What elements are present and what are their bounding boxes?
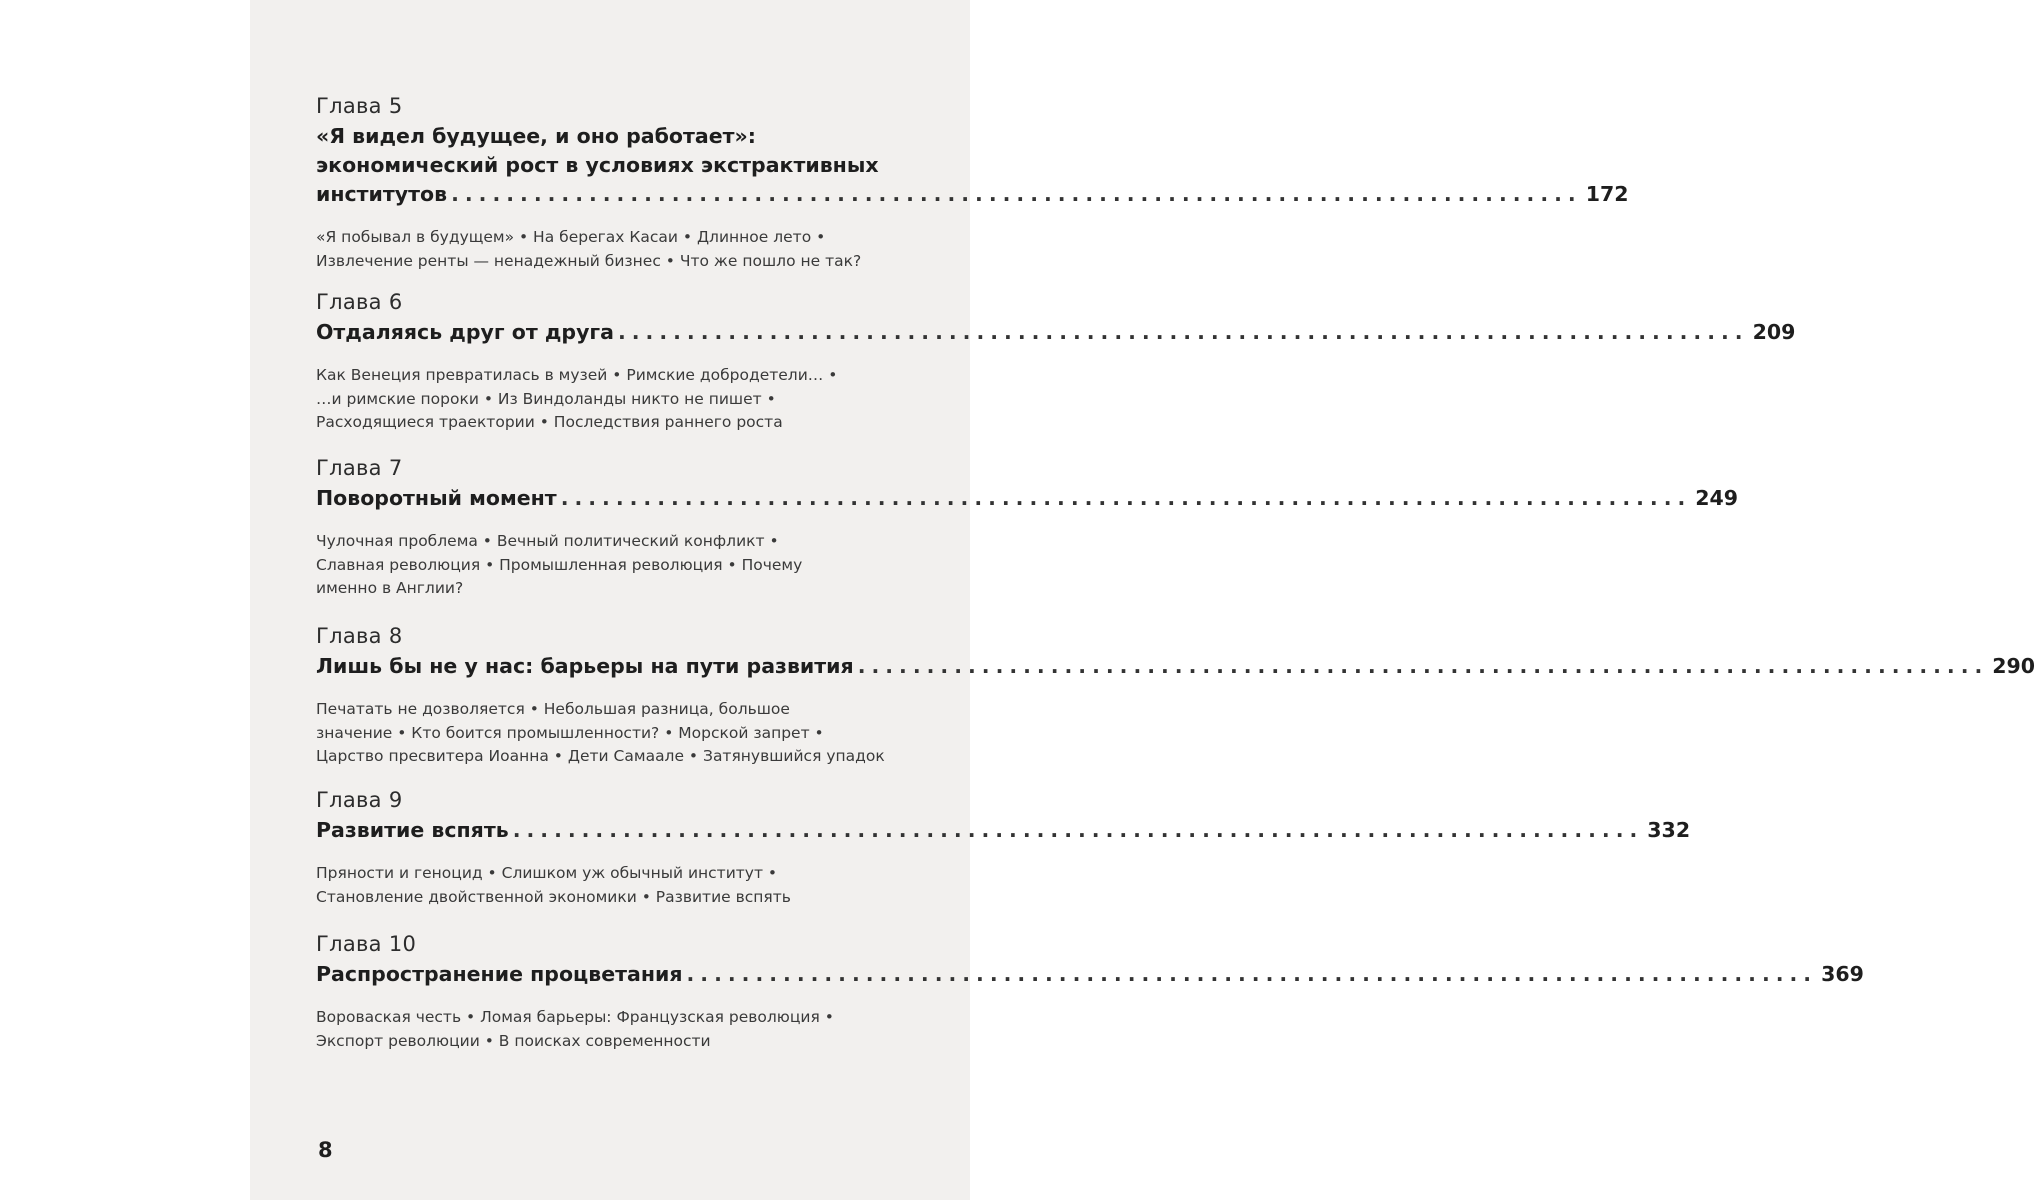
page-number: 249 (1695, 486, 1739, 510)
title-leader-line (316, 318, 1796, 347)
dot-leader: .................................................................................. (686, 962, 1818, 986)
page-folio-number: 8 (318, 1138, 333, 1162)
dot-leader: .................................................................................. (451, 182, 1582, 206)
chapter-label: Глава 9 (316, 788, 403, 812)
title-leader-line (316, 816, 1691, 845)
subtopic-line: «Я побывал в будущем» • На берегах Касаи • Длинное лето • (316, 228, 826, 246)
chapter-title (316, 960, 1864, 989)
toc-entry-chapter-9 (316, 786, 1691, 909)
chapter-title-line: Отдаляясь друг от друга (316, 320, 614, 344)
chapter-title-line: Поворотный момент (316, 486, 557, 510)
subtopic-line: Чулочная проблема • Вечный политический конфликт • (316, 532, 779, 550)
chapter-label: Глава 5 (316, 94, 403, 118)
chapter-label: Глава 8 (316, 624, 403, 648)
chapter-label: Глава 6 (316, 290, 403, 314)
page-number: 332 (1647, 818, 1691, 842)
title-leader-line (316, 484, 1739, 513)
chapter-title (316, 318, 1796, 347)
subtopics (316, 1006, 950, 1053)
dot-leader: .................................................................................. (512, 818, 1644, 842)
subtopic-line: Экспорт революции • В поисках современности (316, 1031, 711, 1050)
title-leader-line (316, 180, 1629, 209)
chapter-title-line: Распространение процветания (316, 962, 683, 986)
chapter-label: Глава 7 (316, 456, 403, 480)
subtopic-line: Печатать не дозволяется • Небольшая разница, большое (316, 700, 790, 718)
page-number: 209 (1752, 320, 1796, 344)
title-leader-line (316, 652, 2035, 681)
toc-entry-chapter-10 (316, 930, 1864, 1053)
toc-entry-chapter-5 (316, 92, 1629, 273)
chapter-title (316, 122, 1629, 209)
subtopic-line: Извлечение ренты — ненадежный бизнес • Что же пошло не так? (316, 251, 862, 270)
subtopic-line: Как Венеция превратилась в музей • Римские добродетели… • (316, 366, 838, 384)
subtopic-line: именно в Англии? (316, 579, 464, 597)
subtopic-line: Пряности и геноцид • Слишком уж обычный институт • (316, 864, 778, 882)
subtopic-line: Становление двойственной экономики • Развитие вспять (316, 887, 791, 906)
dot-leader: .................................................................................. (857, 654, 1989, 678)
subtopic-line: …и римские пороки • Из Виндоланды никто не пишет • (316, 389, 776, 408)
subtopic-line: Вороваская честь • Ломая барьеры: Французская революция • (316, 1008, 834, 1026)
subtopics (316, 364, 950, 435)
chapter-label: Глава 10 (316, 932, 417, 956)
subtopic-line: значение • Кто боится промышленности? • Морской запрет • (316, 723, 824, 742)
title-leader-line (316, 960, 1864, 989)
toc-entry-chapter-6 (316, 288, 1796, 435)
chapter-title-line: «Я видел будущее, и оно работает»: (316, 124, 756, 148)
chapter-title-line: Лишь бы не у нас: барьеры на пути развития (316, 654, 854, 678)
subtopics (316, 698, 950, 769)
dot-leader: .................................................................................. (617, 320, 1749, 344)
subtopics (316, 862, 950, 909)
subtopics (316, 530, 950, 601)
dot-leader: .................................................................................. (560, 486, 1692, 510)
chapter-title (316, 652, 2035, 681)
page-number: 172 (1585, 182, 1629, 206)
toc-entry-chapter-7 (316, 454, 1739, 601)
subtopic-line: Славная революция • Промышленная революция • Почему (316, 555, 803, 574)
chapter-title-line: экономический рост в условиях экстрактивных (316, 153, 879, 177)
page-number: 369 (1821, 962, 1864, 986)
chapter-title-line: институтов (316, 182, 448, 206)
subtopics (316, 226, 950, 273)
subtopic-line: Расходящиеся траектории • Последствия раннего роста (316, 413, 783, 431)
page-number: 290 (1992, 654, 2035, 678)
subtopic-line: Царство пресвитера Иоанна • Дети Самаале • Затянувшийся упадок (316, 747, 885, 765)
chapter-title (316, 484, 1739, 513)
chapter-title (316, 816, 1691, 845)
chapter-title-line: Развитие вспять (316, 818, 509, 842)
toc-entry-chapter-8 (316, 622, 2035, 769)
